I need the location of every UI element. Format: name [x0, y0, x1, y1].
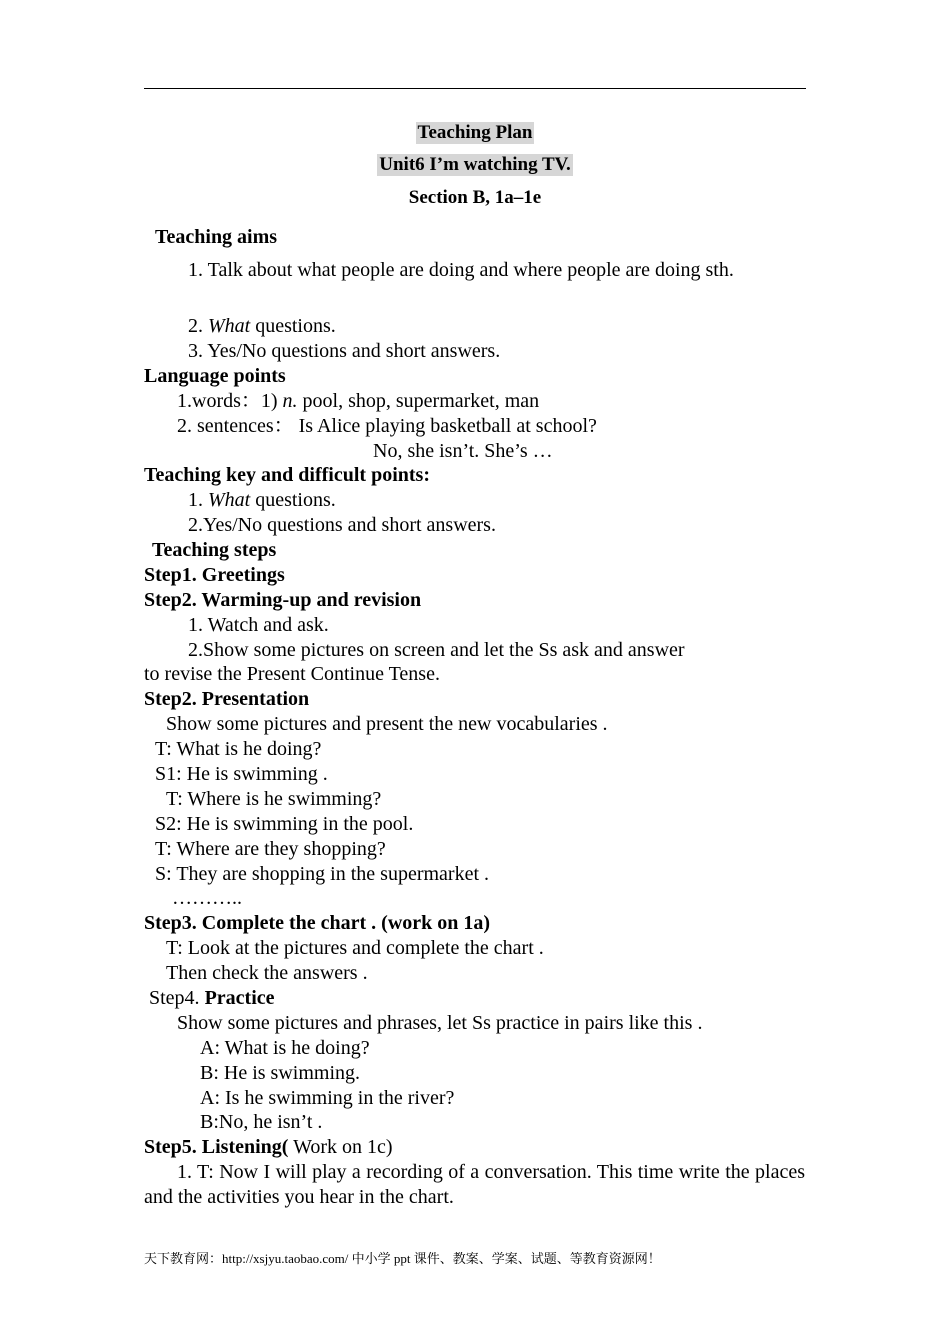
dialogue-line-4: S2: He is swimming in the pool. [155, 813, 414, 835]
header-rule [144, 88, 806, 89]
language-answer: No, she isn’t. She’s … [373, 440, 553, 462]
presentation-heading: Step2. Presentation [144, 688, 310, 710]
dialogue-ellipsis: ……….. [172, 887, 242, 909]
step2-item-2b: to revise the Present Continue Tense. [144, 663, 440, 685]
key-item-1: 1. What questions. [188, 489, 336, 511]
dialogue-line-1: T: What is he doing? [155, 738, 322, 760]
step4-intro: Show some pictures and phrases, let Ss practice in pairs like this . [177, 1012, 703, 1034]
step2-heading: Step2. Warming-up and revision [144, 589, 422, 611]
step4-heading: Step4. Practice [149, 987, 275, 1009]
key-points-heading: Teaching key and difficult points: [144, 464, 430, 486]
step3-heading: Step3. Complete the chart . (work on 1a) [144, 912, 491, 934]
aims-item-2: 2. What questions. [188, 315, 336, 337]
practice-line-4: B:No, he isn’t . [200, 1111, 323, 1133]
step1-heading: Step1. Greetings [144, 564, 285, 586]
dialogue-line-2: S1: He is swimming . [155, 763, 328, 785]
step5-text: 1. T: Now I will play a recording of a conversation. This time write the places and the activities you hear in the chart. [144, 1161, 805, 1208]
dialogue-line-6: S: They are shopping in the supermarket . [155, 863, 490, 885]
teaching-steps-heading: Teaching steps [152, 539, 277, 561]
dialogue-line-3: T: Where is he swimming? [166, 788, 382, 810]
practice-line-2: B: He is swimming. [200, 1062, 361, 1084]
presentation-intro: Show some pictures and present the new vocabularies . [166, 713, 608, 735]
dialogue-line-5: T: Where are they shopping? [155, 838, 386, 860]
language-words: 1.words：1) n. pool, shop, supermarket, man [177, 390, 540, 412]
title-line-1: Teaching Plan [417, 122, 533, 143]
aims-item-1: 1. Talk about what people are doing and where people are doing sth. [188, 259, 734, 281]
language-sentences: 2. sentences： Is Alice playing basketball at school? [177, 415, 597, 437]
step2-item-1: 1. Watch and ask. [188, 614, 329, 636]
step3-line-b: Then check the answers . [166, 962, 368, 984]
practice-line-3: A: Is he swimming in the river? [200, 1087, 455, 1109]
title-line-2: Unit6 I’m watching TV. [379, 154, 571, 175]
step2-item-2a: 2.Show some pictures on screen and let the Ss ask and answer [188, 639, 685, 661]
teaching-aims-heading: Teaching aims [155, 226, 278, 248]
language-points-heading: Language points [144, 365, 286, 387]
step5-heading: Step5. Listening( Work on 1c) [144, 1136, 393, 1158]
key-item-2: 2.Yes/No questions and short answers. [188, 514, 496, 536]
aims-item-3: 3. Yes/No questions and short answers. [188, 340, 501, 362]
title-line-3: Section B, 1a–1e [408, 187, 542, 208]
practice-line-1: A: What is he doing? [200, 1037, 370, 1059]
footer-text: 天下教育网：http://xsjyu.taobao.com/ 中小学 ppt 课件、教案、学案、试题、等教育资源网！ [144, 1251, 661, 1266]
step3-line-a: T: Look at the pictures and complete the chart . [166, 937, 544, 959]
